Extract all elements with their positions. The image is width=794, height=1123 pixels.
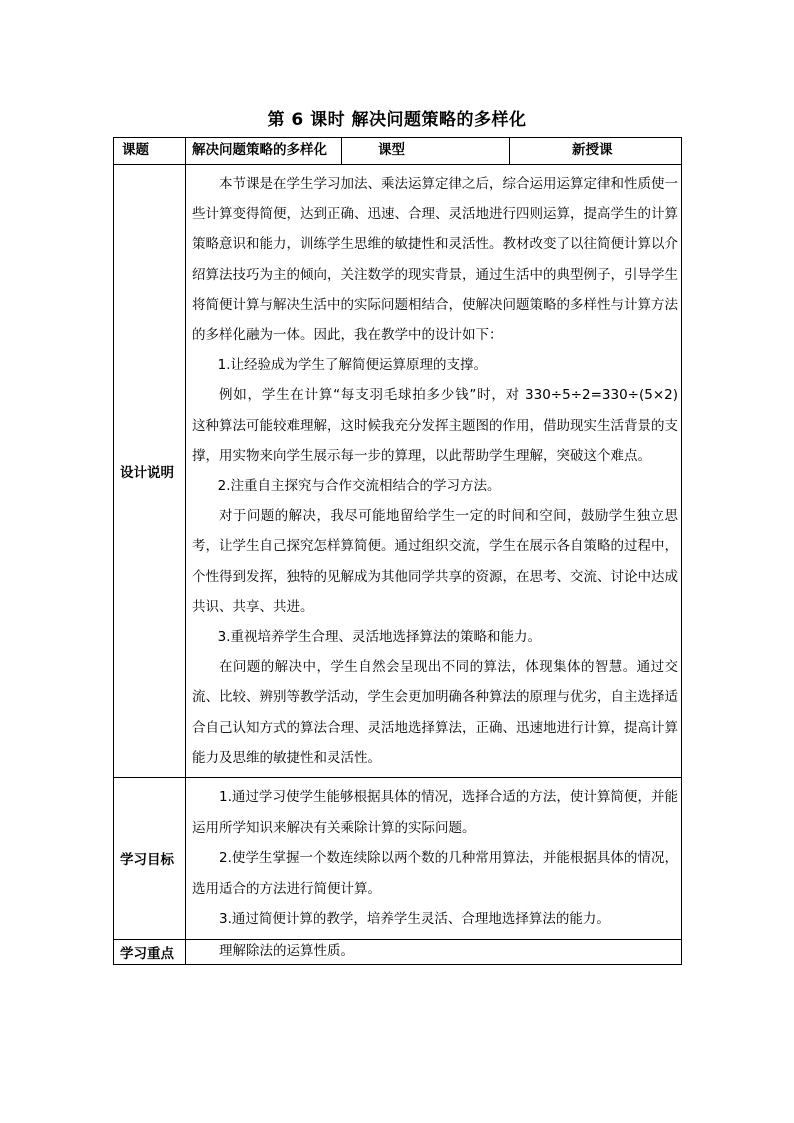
- design-paragraph: 本节课是在学生学习加法、乘法运算定律之后，综合运用运算定律和性质使一些计算变得简便，达到正确、迅速、合理、灵活地进行四则运算，提高学生的计算策略意识和能力，训练学生思维的敏捷性和灵活性。教材改变了以往简便计算以介绍算法技巧为主的倾向，关注数学的现实背景，通过生活中的典型例子，引导学生将简便计算与解决生活中的实际问题相结合，使解决问题策略的多样性与计算方法的多样化融为一体。因此，我在教学中的设计如下：: [192, 176, 678, 344]
- key-points-content: [186, 939, 682, 964]
- key-points-row: [114, 939, 682, 964]
- design-point-heading: 2.注重自主探究与合作交流相结合的学习方法。: [217, 478, 501, 495]
- goals-label: 学习目标: [114, 778, 186, 940]
- lesson-plan-table: [113, 137, 682, 965]
- design-paragraph: 例如，学生在计算“每支羽毛球拍多少钱”时，对 330÷5÷2=330÷(5×2) 这种算法可能较难理解，这时候我充分发挥主题图的作用，借助现实生活背景的支撑，用实物来向学生展示每一步的算理，以此帮助学生理解，突破这个难点。: [192, 387, 678, 464]
- type-label: 课型: [342, 138, 510, 165]
- design-paragraph: 在问题的解决中，学生自然会呈现出不同的算法，体现集体的智慧。通过交流、比较、辨别等教学活动，学生会更加明确各种算法的原理与优劣，自主选择适合自己认知方式的算法合理、灵活地选择算法，正确、迅速地进行计算，提高计算能力及思维的敏捷性和灵活性。: [192, 659, 678, 766]
- design-point-heading: 3.重视培养学生合理、灵活地选择算法的策略和能力。: [217, 629, 542, 646]
- header-row: [114, 138, 682, 165]
- goal-item: 1.通过学习使学生能够根据具体的情况，选择合适的方法，使计算简便，并能运用所学知识来解决有关乘除计算的实际问题。: [192, 789, 678, 836]
- lesson-title: 第 6 课时 解决问题策略的多样化: [267, 110, 527, 130]
- goals-row: [114, 778, 682, 940]
- key-points-text: 理解除法的运算性质。: [219, 942, 354, 959]
- design-point-heading: 1.让经验成为学生了解简便运算原理的支撑。: [217, 357, 488, 374]
- goals-content: [186, 778, 682, 940]
- design-label: 设计说明: [114, 165, 186, 778]
- type-value: 新授课: [510, 138, 682, 165]
- goal-item: 3.通过简便计算的教学，培养学生灵活、合理地选择算法的能力。: [219, 911, 610, 928]
- topic-label: 课题: [114, 138, 186, 165]
- goal-item: 2.使学生掌握一个数连续除以两个数的几种常用算法，并能根据具体的情况，选用适合的方法进行简便计算。: [192, 850, 678, 897]
- topic-value: 解决问题策略的多样化: [186, 138, 342, 165]
- key-points-label: 学习重点: [114, 939, 186, 964]
- design-row: [114, 165, 682, 778]
- design-paragraph: 对于问题的解决，我尽可能地留给学生一定的时间和空间，鼓励学生独立思考，让学生自己探究怎样算简便。通过组织交流，学生在展示各自策略的过程中，个性得到发挥，独特的见解成为其他同学共享的资源，在思考、交流、讨论中达成共识、共享、共进。: [192, 508, 678, 615]
- design-content: [186, 165, 682, 778]
